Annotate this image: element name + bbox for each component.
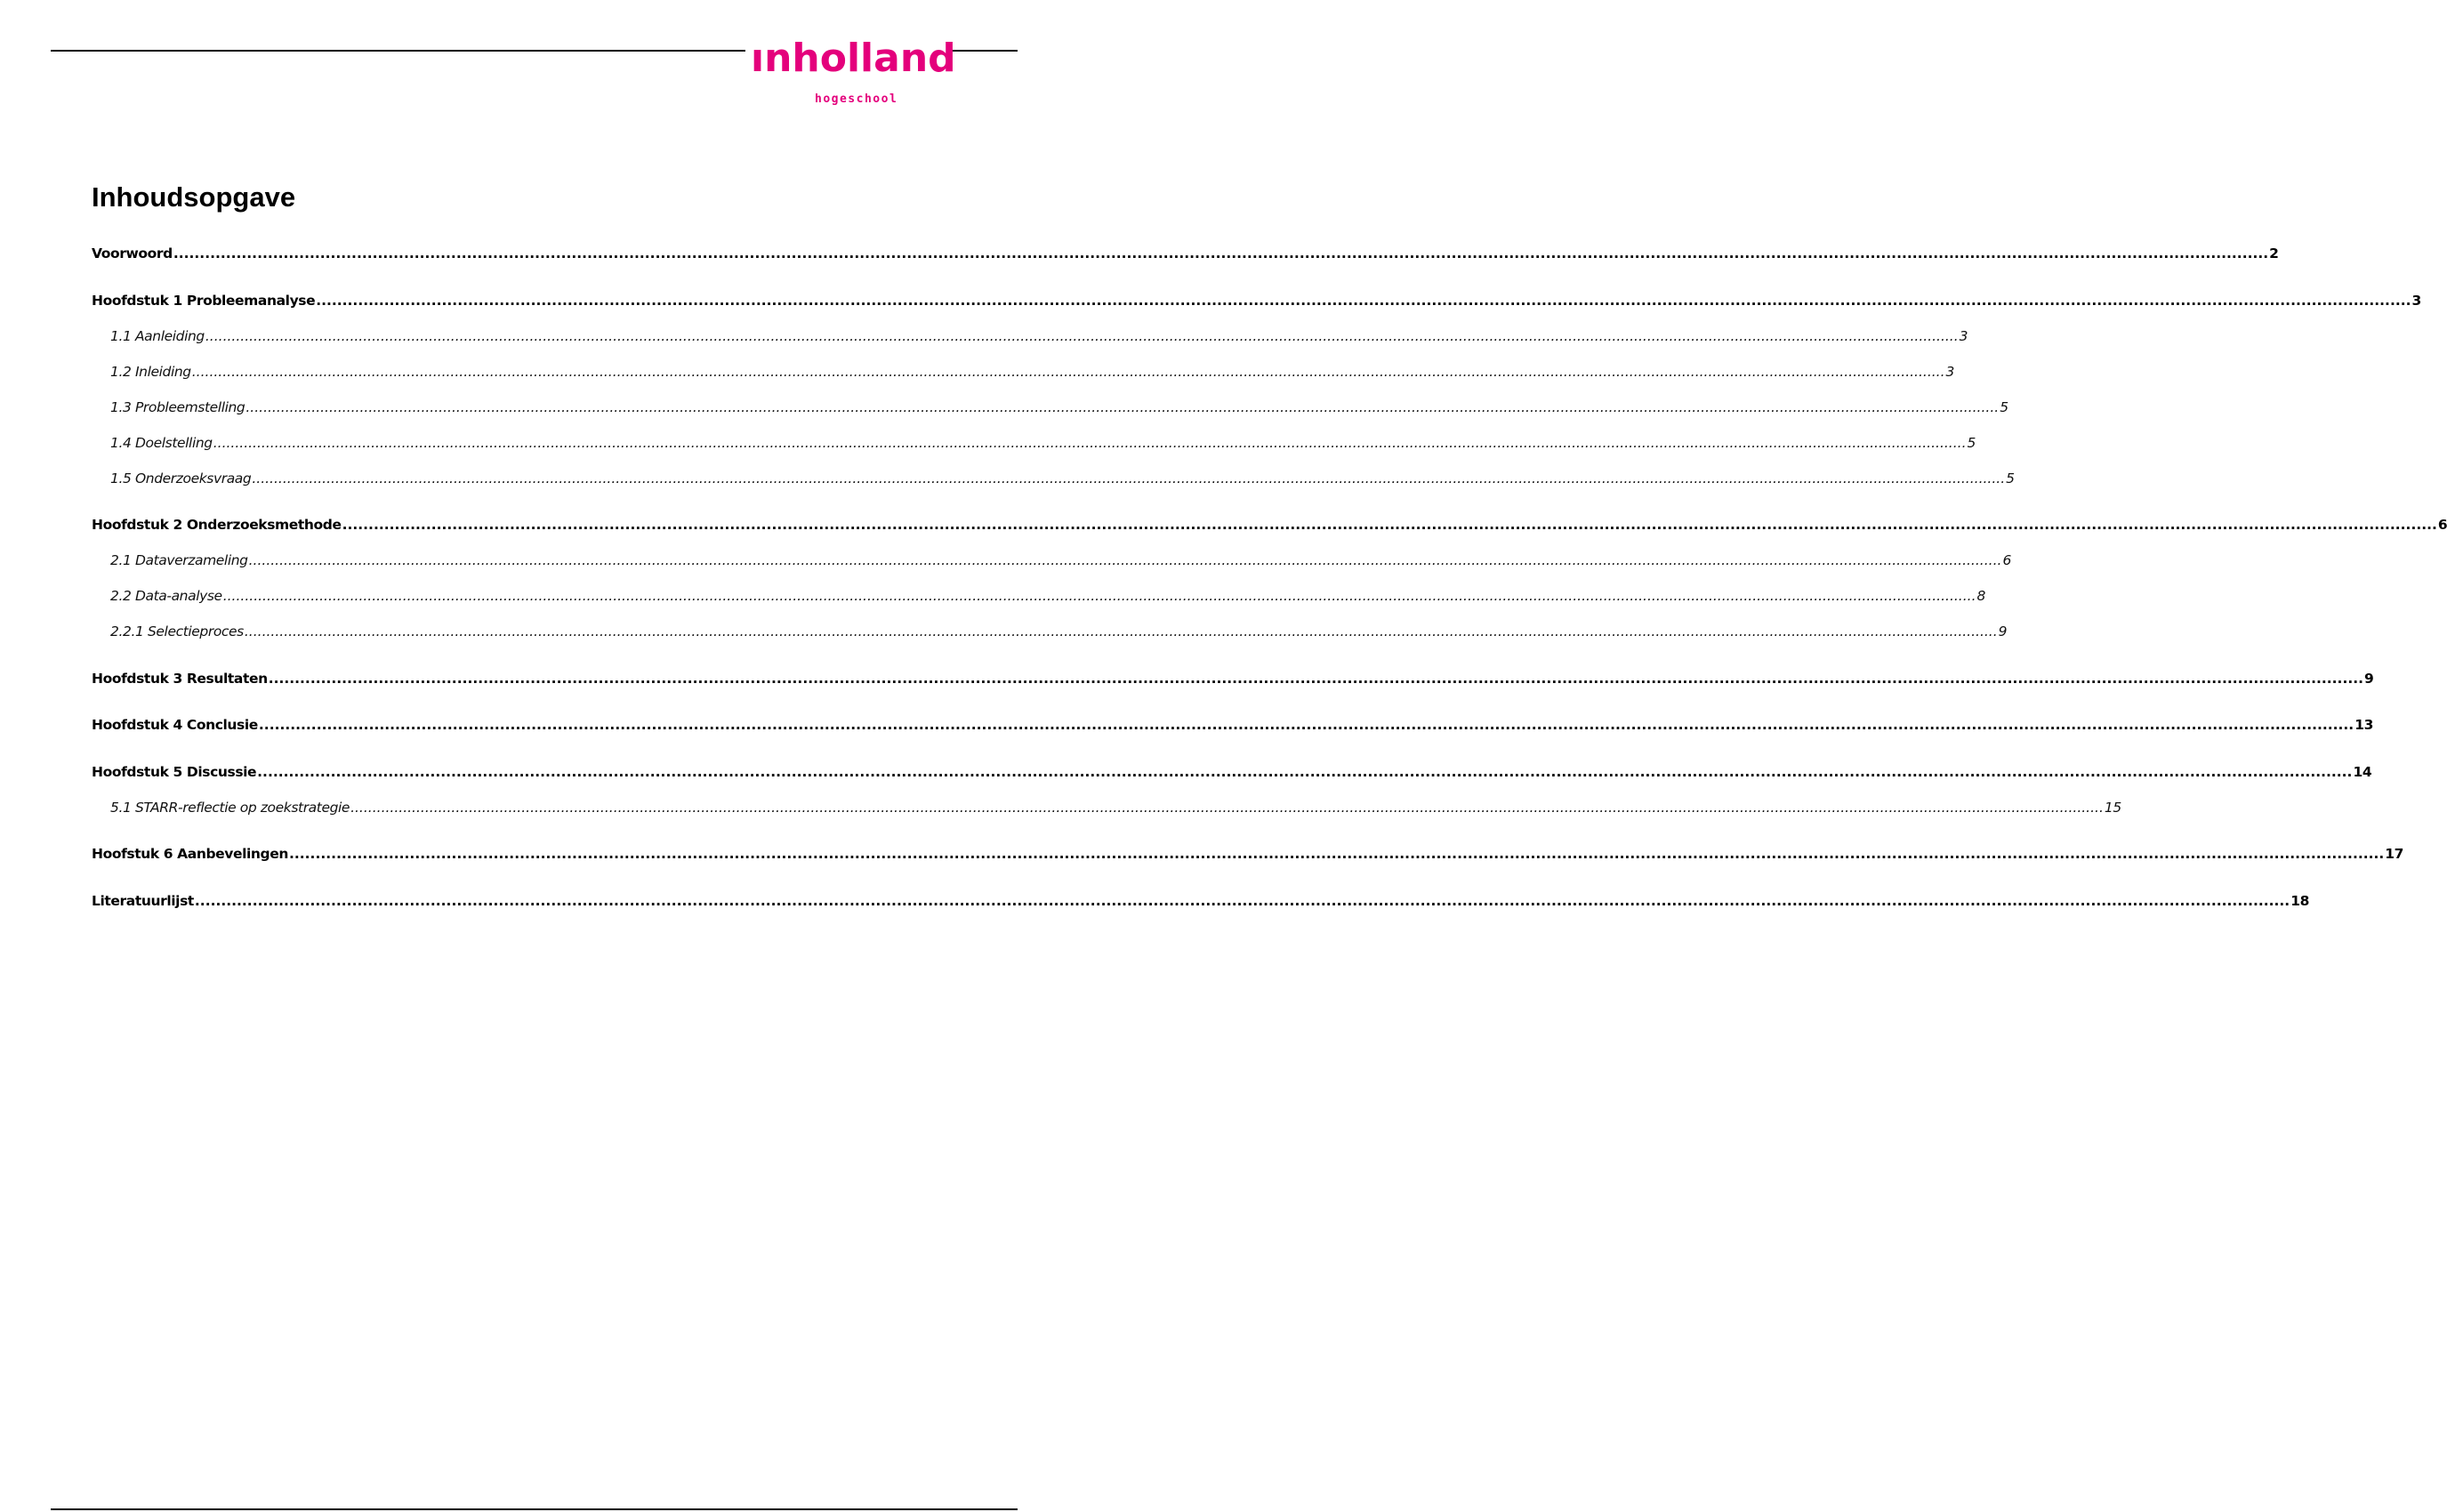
toc-dot-leader: ................................................................................................................................................................................................................................................................................................................................................................................................................ (316, 292, 2411, 309)
toc-entry-page-number: 18 (2290, 892, 2309, 909)
toc-entry-page-number: 5 (1967, 434, 1976, 451)
toc-dot-leader: ................................................................................................................................................................................................................................................................................................................................................................................................................ (258, 717, 2354, 733)
toc-chapter-entry[interactable] (92, 713, 2373, 736)
toc-entry-page-number: 3 (1945, 363, 1955, 380)
toc-section-entry[interactable] (92, 620, 2008, 643)
toc-section-entry[interactable] (92, 431, 1976, 454)
toc-dot-leader: ................................................................................................................................................................................................................................................................................................................................................................................................................ (194, 892, 2290, 909)
toc-entry-label: 2.1 Dataverzameling (110, 552, 248, 568)
toc-entry-label: 1.2 Inleiding (110, 363, 191, 380)
footer-rule (51, 1508, 1018, 1510)
toc-chapter-entry[interactable] (92, 242, 2279, 265)
toc-chapter-entry[interactable] (92, 842, 2404, 865)
toc-entry-label: Hoofdstuk 3 Resultaten (92, 670, 268, 687)
toc-dot-leader: ................................................................................................................................................................................................................................................................................................................................................................................................................ (289, 846, 2385, 862)
toc-entry-label: 1.1 Aanleiding (110, 327, 205, 344)
toc-entry-label: Voorwoord (92, 245, 173, 261)
toc-entry-label: 1.3 Probleemstelling (110, 398, 246, 415)
toc-dot-leader: ................................................................................................................................................................................................................................................................................................................................................................................................................ (205, 327, 1959, 344)
toc-dot-leader: ................................................................................................................................................................................................................................................................................................................................................................................................................ (257, 763, 2353, 780)
toc-section-entry[interactable] (92, 467, 2015, 490)
toc-section-entry[interactable] (92, 549, 2011, 572)
toc-entry-page-number: 9 (2364, 670, 2374, 687)
toc-entry-label: 2.2 Data-analyse (110, 588, 222, 604)
toc-entry-label: 5.1 STARR-reflectie op zoekstrategie (110, 799, 350, 816)
toc-entry-page-number: 3 (2411, 292, 2421, 309)
toc-entry-page-number: 5 (2006, 470, 2015, 487)
toc-dot-leader: ................................................................................................................................................................................................................................................................................................................................................................................................................ (246, 398, 2000, 415)
toc-dot-leader: ................................................................................................................................................................................................................................................................................................................................................................................................................ (173, 245, 2269, 261)
toc-entry-label: Hoofdstuk 4 Conclusie (92, 717, 258, 733)
toc-chapter-entry[interactable] (92, 760, 2372, 784)
toc-entry-page-number: 17 (2385, 846, 2404, 862)
toc-entry-page-number: 5 (2000, 398, 2008, 415)
toc-entry-label: Hoofstuk 6 Aanbevelingen (92, 846, 288, 862)
toc-chapter-entry[interactable] (92, 667, 2374, 690)
toc-dot-leader: ................................................................................................................................................................................................................................................................................................................................................................................................................ (222, 588, 1976, 604)
toc-entry-label: Hoofdstuk 5 Discussie (92, 763, 257, 780)
toc-chapter-entry[interactable] (92, 513, 2447, 536)
toc-dot-leader: ................................................................................................................................................................................................................................................................................................................................................................................................................ (350, 799, 2104, 816)
toc-dot-leader: ................................................................................................................................................................................................................................................................................................................................................................................................................ (342, 517, 2437, 533)
table-of-contents (92, 242, 2447, 913)
toc-dot-leader: ................................................................................................................................................................................................................................................................................................................................................................................................................ (248, 552, 2002, 568)
toc-dot-leader: ................................................................................................................................................................................................................................................................................................................................................................................................................ (252, 470, 2006, 487)
toc-entry-page-number: 3 (1959, 327, 1968, 344)
toc-dot-leader: ................................................................................................................................................................................................................................................................................................................................................................................................................ (244, 623, 1998, 639)
header-rule-right (946, 50, 1018, 52)
toc-section-entry[interactable] (92, 796, 2121, 819)
toc-entry-page-number: 9 (1998, 623, 2008, 639)
toc-entry-label: Literatuurlijst (92, 892, 194, 909)
toc-dot-leader: ................................................................................................................................................................................................................................................................................................................................................................................................................ (213, 434, 1967, 451)
toc-entry-label: 1.5 Onderzoeksvraag (110, 470, 252, 487)
toc-section-entry[interactable] (92, 360, 1955, 383)
toc-entry-page-number: 6 (2002, 552, 2011, 568)
inholland-logo (745, 36, 956, 109)
toc-entry-label: 2.2.1 Selectieproces (110, 623, 244, 639)
toc-dot-leader: ................................................................................................................................................................................................................................................................................................................................................................................................................ (268, 670, 2363, 687)
toc-entry-label: Hoofdstuk 1 Probleemanalyse (92, 292, 316, 309)
toc-entry-label: Hoofdstuk 2 Onderzoeksmethode (92, 517, 342, 533)
logo-tagline: hogeschool (815, 92, 898, 106)
toc-entry-page-number: 8 (1976, 588, 1985, 604)
header-rule-left (51, 50, 748, 52)
toc-entry-page-number: 2 (2269, 245, 2279, 261)
toc-entry-page-number: 14 (2353, 763, 2372, 780)
toc-section-entry[interactable] (92, 584, 1985, 607)
toc-chapter-entry[interactable] (92, 889, 2309, 913)
toc-title: Inhoudsopgave (92, 181, 296, 213)
toc-entry-label: 1.4 Doelstelling (110, 434, 213, 451)
toc-entry-page-number: 15 (2104, 799, 2121, 816)
toc-chapter-entry[interactable] (92, 289, 2421, 312)
toc-section-entry[interactable] (92, 396, 2008, 419)
toc-dot-leader: ................................................................................................................................................................................................................................................................................................................................................................................................................ (191, 363, 1945, 380)
toc-entry-page-number: 13 (2354, 717, 2373, 733)
logo-wordmark: ınholland (751, 36, 956, 81)
toc-entry-page-number: 6 (2437, 517, 2447, 533)
toc-section-entry[interactable] (92, 325, 1968, 348)
